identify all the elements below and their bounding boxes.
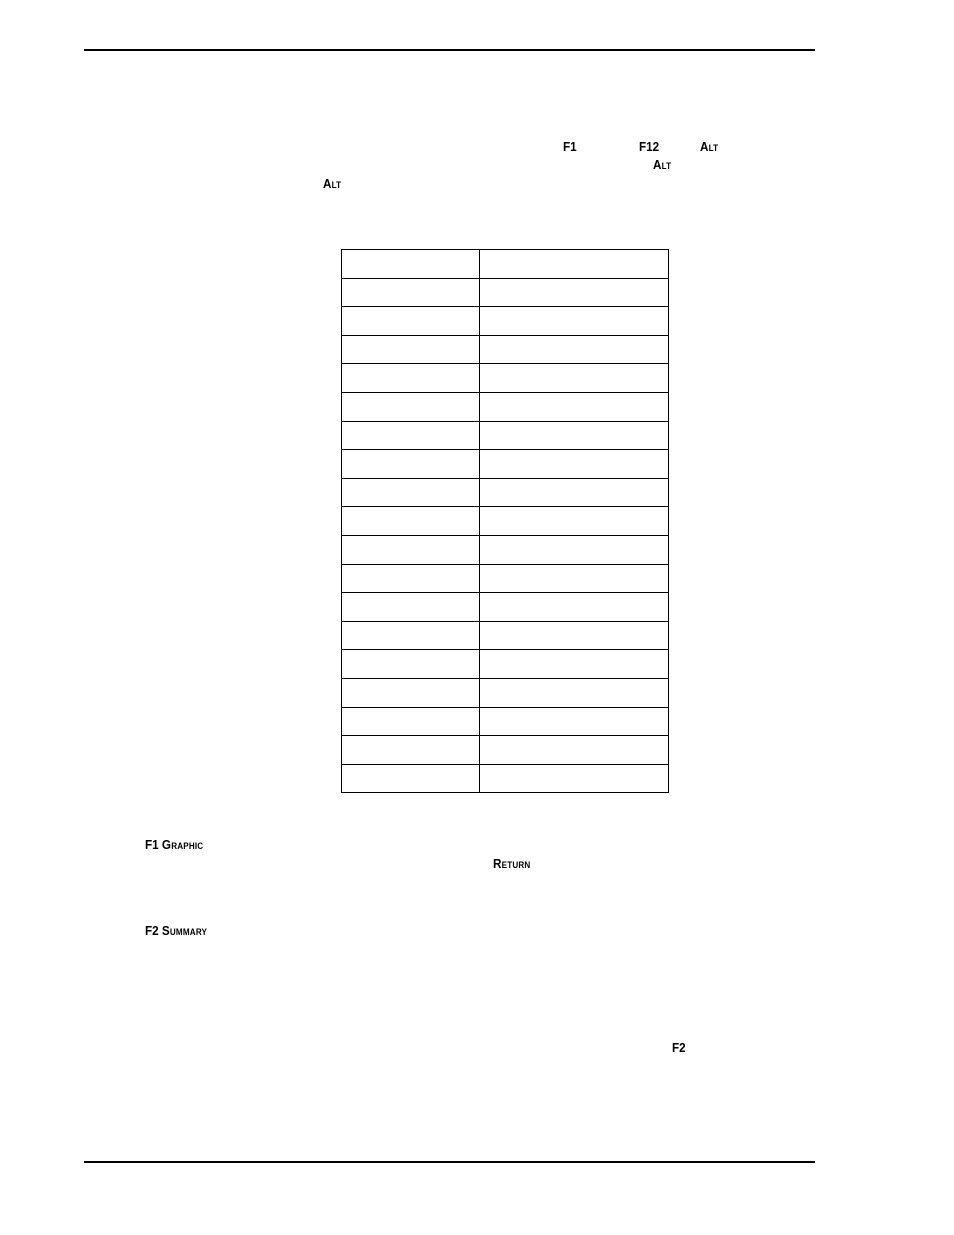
table-cell-key bbox=[342, 392, 480, 421]
key-return: Return bbox=[493, 856, 531, 871]
table-cell-key bbox=[342, 421, 480, 450]
table-cell-function bbox=[480, 621, 669, 650]
table-cell-key bbox=[342, 650, 480, 679]
table-cell-key bbox=[342, 364, 480, 393]
table-cell-key bbox=[342, 564, 480, 593]
table-cell-function bbox=[480, 707, 669, 736]
table-row bbox=[342, 335, 669, 364]
key-f1: F1 bbox=[563, 139, 577, 154]
table-cell-key bbox=[342, 307, 480, 336]
table-row bbox=[342, 421, 669, 450]
key-alt: Alt bbox=[700, 139, 719, 154]
table-cell-key bbox=[342, 764, 480, 793]
key-f1: F1 bbox=[145, 837, 159, 852]
table-cell-function bbox=[480, 736, 669, 765]
table-cell-key bbox=[342, 507, 480, 536]
table-row bbox=[342, 764, 669, 793]
label-graphic: Graphic bbox=[161, 837, 204, 852]
table-cell-function bbox=[480, 535, 669, 564]
key-alt: Alt bbox=[323, 176, 342, 191]
table-cell-key bbox=[342, 593, 480, 622]
heading-f2-summary bbox=[145, 923, 207, 939]
table-row bbox=[342, 278, 669, 307]
table-row bbox=[342, 621, 669, 650]
table-cell-key bbox=[342, 250, 480, 279]
table-cell-key bbox=[342, 535, 480, 564]
table-cell-function bbox=[480, 764, 669, 793]
table-cell-function bbox=[480, 421, 669, 450]
table-row bbox=[342, 250, 669, 279]
table-row bbox=[342, 307, 669, 336]
table-cell-function bbox=[480, 678, 669, 707]
table-row bbox=[342, 707, 669, 736]
table-cell-function bbox=[480, 507, 669, 536]
label-summary: Summary bbox=[161, 923, 208, 938]
table-row bbox=[342, 478, 669, 507]
table-cell-key bbox=[342, 678, 480, 707]
table-cell-key bbox=[342, 478, 480, 507]
key-f2: F2 bbox=[672, 1040, 686, 1055]
table-row bbox=[342, 736, 669, 765]
table-cell-function bbox=[480, 450, 669, 479]
table-cell-key bbox=[342, 278, 480, 307]
table-cell-function bbox=[480, 335, 669, 364]
key-assignment-table bbox=[341, 249, 669, 793]
table-cell-function bbox=[480, 307, 669, 336]
table-row bbox=[342, 507, 669, 536]
key-alt: Alt bbox=[653, 157, 672, 172]
table-row bbox=[342, 392, 669, 421]
table-cell-key bbox=[342, 450, 480, 479]
table-cell-function bbox=[480, 593, 669, 622]
table-cell-function bbox=[480, 250, 669, 279]
key-f2: F2 bbox=[145, 923, 159, 938]
table-row bbox=[342, 650, 669, 679]
footer-rule bbox=[84, 1161, 815, 1163]
table-row bbox=[342, 564, 669, 593]
table-cell-key bbox=[342, 335, 480, 364]
table-cell-function bbox=[480, 650, 669, 679]
table-cell-key bbox=[342, 621, 480, 650]
table-cell-function bbox=[480, 478, 669, 507]
table-cell-key bbox=[342, 736, 480, 765]
table-row bbox=[342, 535, 669, 564]
table-row bbox=[342, 678, 669, 707]
table-cell-function bbox=[480, 564, 669, 593]
table-cell-function bbox=[480, 392, 669, 421]
header-rule bbox=[84, 49, 815, 51]
table-cell-function bbox=[480, 364, 669, 393]
table-row bbox=[342, 593, 669, 622]
table-cell-key bbox=[342, 707, 480, 736]
heading-f1-graphic bbox=[145, 837, 203, 853]
table-row bbox=[342, 364, 669, 393]
key-f12: F12 bbox=[639, 139, 660, 154]
table-row bbox=[342, 450, 669, 479]
table-cell-function bbox=[480, 278, 669, 307]
